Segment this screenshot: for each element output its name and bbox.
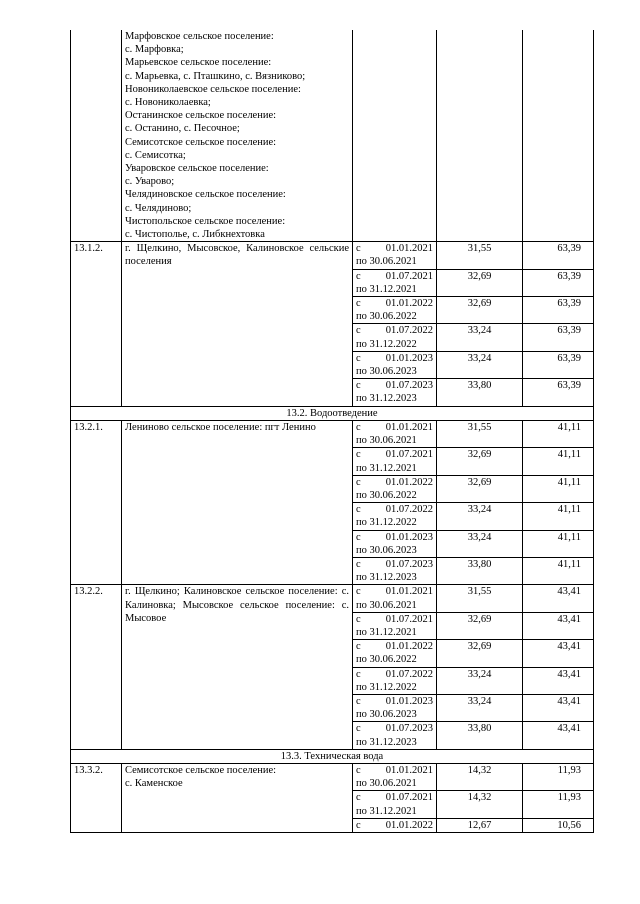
period-end: по 30.06.2021 (356, 599, 417, 611)
value-cell (437, 30, 523, 242)
period-cell (353, 612, 437, 639)
area-line: Семисотское сельское поселение: (125, 764, 277, 776)
period-prefix: с (356, 449, 361, 461)
area-cell: Лениново сельское поселение: пгт Ленино (122, 420, 353, 584)
tariff-value-2: 11,93 (523, 763, 594, 790)
settlement-line: с. Семисотка; (125, 149, 186, 161)
period-date: 01.01.2021 (385, 764, 433, 776)
period-start (356, 819, 433, 832)
tariff-value-1: 31,55 (437, 585, 523, 612)
area-cell (122, 30, 353, 242)
table-row (71, 763, 594, 790)
period-date: 01.07.2021 (385, 449, 433, 461)
settlement-line: с. Останино, с. Песочное; (125, 123, 240, 135)
period-end: по 30.06.2023 (356, 366, 417, 378)
period-date: 01.07.2021 (385, 792, 433, 804)
period-cell (353, 297, 437, 324)
settlement-line: Марфовское сельское поселение: (125, 31, 274, 42)
settlement-line: Новониколаевское сельское поселение: (125, 83, 301, 95)
settlement-line: Челядиновское сельское поселение: (125, 189, 286, 201)
period-cell (353, 420, 437, 447)
period-start (356, 242, 433, 255)
period-end: по 31.12.2023 (356, 572, 417, 584)
period-prefix: с (356, 270, 361, 282)
period-cell (353, 640, 437, 667)
tariff-value-2: 41,11 (523, 448, 594, 475)
tariff-value-2: 43,41 (523, 585, 594, 612)
tariff-value-2: 43,41 (523, 694, 594, 721)
period-prefix: с (356, 641, 361, 653)
period-end: по 31.12.2022 (356, 338, 417, 350)
period-end: по 30.06.2022 (356, 311, 417, 323)
period-end: по 31.12.2021 (356, 626, 417, 638)
period-cell (353, 791, 437, 818)
settlement-line: Марьевское сельское поселение: (125, 57, 272, 69)
period-start (356, 585, 433, 598)
period-end: по 30.06.2021 (356, 435, 417, 447)
period-cell (353, 585, 437, 612)
tariff-value-1: 14,32 (437, 791, 523, 818)
number-cell (71, 30, 122, 242)
table-row (71, 585, 594, 612)
tariff-value-1: 33,24 (437, 667, 523, 694)
period-prefix: с (356, 668, 361, 680)
settlement-line: с. Новониколаевка; (125, 97, 211, 109)
period-end: по 31.12.2022 (356, 681, 417, 693)
period-prefix: с (356, 243, 361, 255)
period-end: по 30.06.2022 (356, 654, 417, 666)
period-end: по 31.12.2023 (356, 393, 417, 405)
value-cell (523, 30, 594, 242)
period-cell (353, 448, 437, 475)
tariff-value-1: 33,24 (437, 503, 523, 530)
period-end: по 30.06.2023 (356, 709, 417, 721)
number-cell: 13.2.2. (71, 585, 122, 749)
period-cell (353, 475, 437, 502)
period-prefix: с (356, 613, 361, 625)
tariff-value-2: 63,39 (523, 351, 594, 378)
tariff-value-2: 63,39 (523, 297, 594, 324)
tariff-value-1: 31,55 (437, 420, 523, 447)
section-title: 13.2. Водоотведение (71, 406, 594, 420)
period-prefix: с (356, 792, 361, 804)
tariff-value-1: 32,69 (437, 612, 523, 639)
period-end: по 31.12.2021 (356, 462, 417, 474)
period-prefix: с (356, 421, 361, 433)
section-row (71, 749, 594, 763)
period-end: по 30.06.2021 (356, 256, 417, 268)
period-cell (353, 667, 437, 694)
period-start (356, 297, 433, 310)
period-start (356, 722, 433, 735)
settlement-line: Семисотское сельское поселение: (125, 136, 277, 148)
period-end: по 31.12.2021 (356, 805, 417, 817)
tariff-value-1: 33,80 (437, 557, 523, 584)
period-cell (353, 818, 437, 832)
section-title: 13.3. Техническая вода (71, 749, 594, 763)
period-start (356, 531, 433, 544)
settlement-line: с. Уварово; (125, 176, 175, 188)
period-date: 01.01.2021 (385, 243, 433, 255)
period-date: 01.01.2022 (385, 476, 433, 488)
period-end: по 31.12.2022 (356, 517, 417, 529)
settlement-line: Уваровское сельское поселение: (125, 163, 269, 175)
tariff-value-2: 41,11 (523, 420, 594, 447)
period-cell (353, 763, 437, 790)
period-cell (353, 557, 437, 584)
period-date: 01.07.2022 (385, 668, 433, 680)
period-prefix: с (356, 476, 361, 488)
tariff-value-2: 41,11 (523, 530, 594, 557)
period-end: по 31.12.2021 (356, 283, 417, 295)
tariff-value-2: 43,41 (523, 722, 594, 749)
tariff-value-2: 43,41 (523, 667, 594, 694)
tariff-value-1: 32,69 (437, 297, 523, 324)
period-start (356, 558, 433, 571)
tariff-value-2: 43,41 (523, 640, 594, 667)
number-cell: 13.2.1. (71, 420, 122, 584)
period-start (356, 324, 433, 337)
period-prefix: с (356, 504, 361, 516)
period-cell (353, 722, 437, 749)
tariff-table (70, 30, 594, 833)
settlement-line: Чистопольское сельское поселение: (125, 215, 286, 227)
period-date: 01.01.2022 (385, 298, 433, 310)
period-date: 01.01.2022 (385, 819, 433, 831)
period-date: 01.07.2021 (385, 270, 433, 282)
period-cell (353, 379, 437, 406)
tariff-value-1: 32,69 (437, 448, 523, 475)
period-date: 01.01.2023 (385, 352, 433, 364)
period-start (356, 421, 433, 434)
period-prefix: с (356, 352, 361, 364)
period-date: 01.07.2022 (385, 325, 433, 337)
tariff-value-2: 41,11 (523, 557, 594, 584)
period-end: по 30.06.2023 (356, 544, 417, 556)
tariff-value-1: 12,67 (437, 818, 523, 832)
tariff-value-1: 33,24 (437, 324, 523, 351)
period-start (356, 640, 433, 653)
tariff-value-1: 33,24 (437, 351, 523, 378)
period-prefix: с (356, 723, 361, 735)
period-date: 01.01.2021 (385, 421, 433, 433)
table-row (71, 242, 594, 269)
tariff-value-2: 41,11 (523, 475, 594, 502)
tariff-value-1: 14,32 (437, 763, 523, 790)
period-date: 01.07.2023 (385, 723, 433, 735)
number-cell: 13.1.2. (71, 242, 122, 406)
area-line: с. Каменское (125, 778, 183, 790)
tariff-value-2: 63,39 (523, 324, 594, 351)
period-cell (353, 694, 437, 721)
period-start (356, 791, 433, 804)
period-prefix: с (356, 695, 361, 707)
tariff-value-2: 11,93 (523, 791, 594, 818)
period-prefix: с (356, 298, 361, 310)
area-cell: г. Щелкино; Калиновское сельское поселение: с. Калиновка; Мысовское сельское поселение: с. Мысовое (122, 585, 353, 749)
period-start (356, 352, 433, 365)
settlement-line: с. Челядиново; (125, 202, 192, 214)
tariff-value-1: 33,24 (437, 694, 523, 721)
tariff-value-2: 63,39 (523, 242, 594, 269)
period-start (356, 613, 433, 626)
period-cell (353, 530, 437, 557)
period-prefix: с (356, 531, 361, 543)
period-start (356, 503, 433, 516)
period-start (356, 695, 433, 708)
tariff-value-1: 33,80 (437, 379, 523, 406)
period-prefix: с (356, 819, 361, 831)
period-cell (353, 324, 437, 351)
number-cell: 13.3.2. (71, 763, 122, 832)
period-cell (353, 503, 437, 530)
period-start (356, 476, 433, 489)
tariff-value-2: 63,39 (523, 379, 594, 406)
tariff-value-1: 32,69 (437, 475, 523, 502)
period-date: 01.01.2022 (385, 641, 433, 653)
period-cell (353, 30, 437, 242)
tariff-value-1: 32,69 (437, 640, 523, 667)
settlement-line: с. Марьевка, с. Пташкино, с. Вязниково; (125, 70, 306, 82)
period-end: по 31.12.2023 (356, 736, 417, 748)
period-start (356, 270, 433, 283)
tariff-value-1: 33,24 (437, 530, 523, 557)
period-start (356, 448, 433, 461)
area-cell: г. Щелкино, Мысовское, Калиновское сельские поселения (122, 242, 353, 406)
period-date: 01.07.2022 (385, 504, 433, 516)
period-start (356, 379, 433, 392)
tariff-value-1: 31,55 (437, 242, 523, 269)
period-date: 01.07.2023 (385, 558, 433, 570)
period-cell (353, 351, 437, 378)
tariff-value-2: 63,39 (523, 269, 594, 296)
period-end: по 30.06.2022 (356, 489, 417, 501)
period-prefix: с (356, 325, 361, 337)
period-cell (353, 242, 437, 269)
period-date: 01.07.2023 (385, 380, 433, 392)
table-row (71, 30, 594, 242)
tariff-value-2: 10,56 (523, 818, 594, 832)
settlement-line: с. Марфовка; (125, 44, 184, 56)
period-prefix: с (356, 764, 361, 776)
period-date: 01.01.2023 (385, 531, 433, 543)
period-prefix: с (356, 558, 361, 570)
period-cell (353, 269, 437, 296)
period-date: 01.01.2021 (385, 586, 433, 598)
period-start (356, 668, 433, 681)
period-end: по 30.06.2021 (356, 778, 417, 790)
tariff-value-2: 43,41 (523, 612, 594, 639)
tariff-value-1: 33,80 (437, 722, 523, 749)
area-cell (122, 763, 353, 832)
period-prefix: с (356, 586, 361, 598)
period-date: 01.07.2021 (385, 613, 433, 625)
tariff-value-2: 41,11 (523, 503, 594, 530)
section-row (71, 406, 594, 420)
period-start (356, 764, 433, 777)
tariff-document (70, 30, 593, 833)
settlement-line: Останинское сельское поселение: (125, 110, 277, 122)
period-date: 01.01.2023 (385, 695, 433, 707)
settlement-line: с. Чистополье, с. Либкнехтовка (125, 229, 265, 241)
table-row (71, 420, 594, 447)
tariff-value-1: 32,69 (437, 269, 523, 296)
period-prefix: с (356, 380, 361, 392)
